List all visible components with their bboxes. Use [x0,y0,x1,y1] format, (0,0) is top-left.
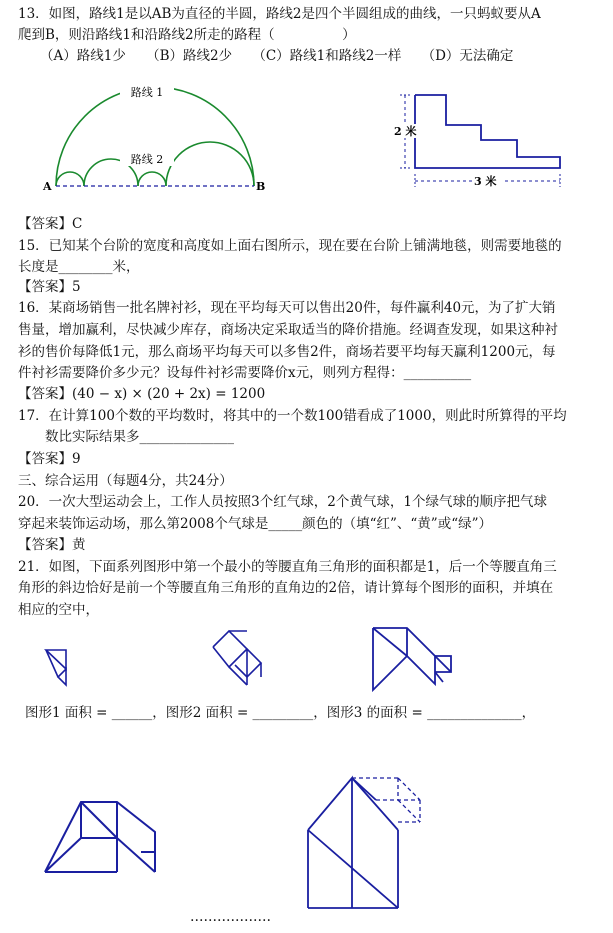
triangle-figure-3 [365,620,465,695]
q16-line2: 售量，增加赢利，尽快减少库存，商场决定采取适当的降价措施。经调查发现，如果这种衬 [18,322,558,338]
q17-line1: 17．在计算100个数的平均数时，将其中的一个数100错看成了1000，则此时所算得的平均 [18,408,567,424]
q17-answer: 【答案】9 [18,451,81,467]
q17-line2: 数比实际结果多______________ [18,429,234,445]
route1-label: 路线 1 [130,86,164,99]
point-b-label: B [256,180,266,193]
section-3-heading: 三、综合运用（每题4分，共24分） [18,473,233,489]
large-figure-left [35,790,165,890]
stairs-figure [390,88,580,198]
q21-line3: 相应的空中， [18,602,99,618]
q15-line1: 15．已知某个台阶的宽度和高度如上面右图所示，现在要在台阶上铺满地毯，则需要地毯的 [18,238,562,254]
q16-line3: 衫的售价每降低1元，那么商场平均每天可以多售2件，商场若要平均每天赢利1200元，每 [18,344,556,360]
q21-line1: 21．如图，下面系列图形中第一个最小的等腰直角三角形的面积都是1，后一个等腰直角三 [18,559,557,575]
triangle-figure-2 [205,625,275,690]
route1-arc [56,87,254,186]
q13-line2: 爬到B，则沿路线1和沿路线2所走的路程（ ） [18,27,356,43]
route2-label: 路线 2 [130,153,164,166]
q13-options: （A）路线1少 （B）路线2少 （C）路线1和路线2一样 （D）无法确定 [40,48,514,64]
point-a-label: A [43,180,52,193]
q20-answer: 【答案】黄 [18,537,86,553]
q20-line1: 20．一次大型运动会上，工作人员按照3个红气球，2个黄气球，1个绿气球的顺序把气球 [18,494,547,510]
q21-fill-line: 图形1 面积 = ______，图形2 面积 = _________，图形3 的面积 = ______________， [25,705,536,721]
q15-answer: 【答案】5 [18,279,81,295]
q21-line2: 角形的斜边恰好是前一个等腰直角三角形的直角边的2倍，请计算每个图形的面积，并填在 [18,580,554,596]
route2-arc-1 [56,172,84,186]
q16-line4: 件衬衫需要降价多少元？设每件衬衫需要降价x元，则列方程得：__________ [18,365,472,381]
route2-arc-4 [166,142,254,186]
height-label: 2 米 [394,125,417,138]
q13-answer: 【答案】C [18,216,83,232]
q16-line1: 16．某商场销售一批名牌衬衫，现在平均每天可以售出20件，每件赢利40元，为了扩大销 [18,300,556,316]
large-figure-right [300,770,440,915]
stairs-outline [415,95,560,168]
q16-answer: 【答案】(40 − x) × (20 + 2x) = 1200 [18,386,266,402]
width-label: 3 米 [474,175,497,188]
footer-dots: ……………… [190,909,271,925]
q13-line1: 13．如图，路线1是以AB为直径的半圆，路线2是四个半圆组成的曲线，一只蚂蚁要从A [18,6,541,22]
triangle-figure-1 [40,645,75,690]
route-figure [40,80,266,195]
q15-line2: 长度是________米， [18,259,140,275]
q20-line2: 穿起来装饰运动场，那么第2008个气球是_____颜色的（填“红”、“黄”或“绿”） [18,516,493,532]
route2-arc-3 [138,172,166,186]
